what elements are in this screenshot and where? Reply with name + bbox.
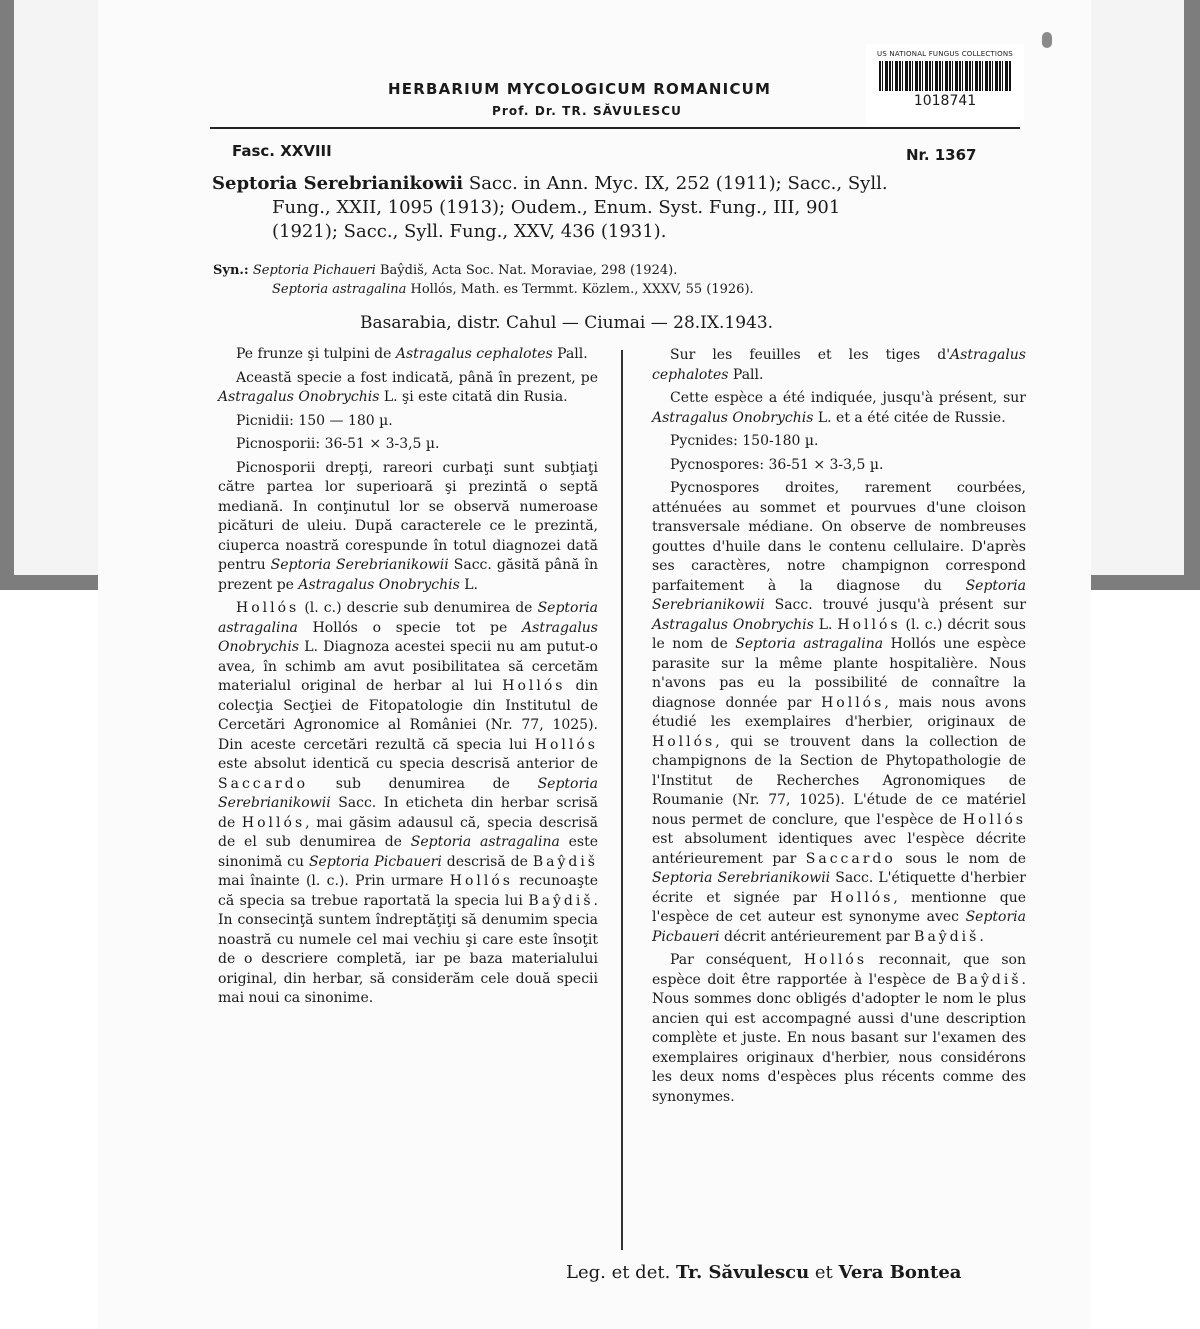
barcode-sticker bbox=[866, 44, 1024, 126]
fascicle-label: Fasc. XXVIII bbox=[232, 142, 332, 160]
synonym-2-citation: Hollós, Math. es Termmt. Közlem., XXXV, 55 (1926). bbox=[406, 282, 754, 297]
synonym-2-name: Septoria astragalina bbox=[272, 282, 407, 297]
collector-line bbox=[566, 1262, 961, 1283]
locality-line: Basarabia, distr. Cahul — Ciumai — 28.IX.1943. bbox=[360, 313, 774, 333]
herbarium-subtitle: Prof. Dr. TR. SĂVULESCU bbox=[492, 104, 683, 118]
collector-1: Tr. Săvulescu bbox=[676, 1262, 810, 1283]
ro-pycnidia: Picnidii: 150 — 180 µ. bbox=[236, 412, 393, 429]
synonyms bbox=[213, 261, 1003, 299]
pin-mark bbox=[1042, 32, 1052, 48]
french-description bbox=[652, 346, 1026, 1111]
species-citation bbox=[212, 172, 1016, 244]
synonym-1-name: Septoria Pichaueri bbox=[252, 263, 376, 278]
ro-description-paragraph: Picnosporii drepţi, rareori curbaţi sunt subţiaţi către partea lor superioară şi prezintă o septă mediană. In conţinutul lor se observă numeroase picături de uleiu. După caracterele ce le prezintă, ciuperca noastră corespunde în totul diagnozei dată pentru Septoria Serebrianikowii Sacc. găsită până în prezent pe Astragalus Onobrychis L. bbox=[218, 459, 598, 593]
barcode-bars bbox=[879, 61, 1011, 91]
legdet-mid: et bbox=[809, 1262, 839, 1283]
specimen-number: Nr. 1367 bbox=[906, 146, 977, 164]
species-citation-line1: Sacc. in Ann. Myc. IX, 252 (1911); Sacc., Syll. bbox=[463, 173, 888, 194]
fr-pycnospores: Pycnospores: 36-51 × 3-3,5 µ. bbox=[670, 456, 884, 473]
romanian-description bbox=[218, 345, 598, 1013]
legdet-prefix: Leg. et det. bbox=[566, 1262, 677, 1283]
fr-distribution-paragraph: Cette espèce a été indiquée, jusqu'à présent, sur Astragalus Onobrychis L. et a été citée de Russie. bbox=[652, 390, 1026, 426]
synonym-1-citation: Baŷdiš, Acta Soc. Nat. Moraviae, 298 (1924). bbox=[375, 263, 678, 278]
ro-pycnospores: Picnosporii: 36-51 × 3-3,5 µ. bbox=[236, 436, 440, 452]
barcode-caption: US NATIONAL FUNGUS COLLECTIONS bbox=[877, 50, 1013, 58]
fr-pycnidia: Pycnides: 150-180 µ. bbox=[670, 433, 819, 449]
species-citation-line3: (1921); Sacc., Syll. Fung., XXV, 436 (1931). bbox=[272, 221, 667, 242]
species-name: Septoria Serebrianikowii bbox=[212, 173, 464, 194]
herbarium-title: HERBARIUM MYCOLOGICUM ROMANICUM bbox=[388, 80, 772, 98]
fr-conclusion-paragraph: Par conséquent, Hollós reconnait, que son espèce doit être rapportée à l'espèce de Baŷdiš. Nous sommes donc obligés d'adopter le nom le plus ancien qui est accompagné aussi d'une description complète et juste. En nous basant sur l'examen des exemplaires originaux d'herbier, nous considérons les deux noms d'espèces plus récents comme des synonymes. bbox=[652, 952, 1026, 1105]
barcode-number: 1018741 bbox=[913, 93, 977, 109]
header-rule bbox=[210, 127, 1020, 129]
column-divider bbox=[621, 350, 623, 1250]
species-citation-line2: Fung., XXII, 1095 (1913); Oudem., Enum. Syst. Fung., III, 901 bbox=[272, 197, 841, 218]
synonym-2 bbox=[213, 280, 1003, 299]
ro-synonymy-paragraph: Hollós (l. c.) descrie sub denumirea de Septoria astragalina Hollós o specie tot pe Astragalus Onobrychis L. Diagnoza acestei specii nu am putut-o avea, în schimb am avut posibilitatea să cercetăm materialul original de herbar al lui Hollós din colecţia Secţiei de Fitopatologie din Institutul de Cercetări Agronomice al României (Nr. 77, 1025). Din aceste cercetări rezultă că specia lui Hollós este absolut identică cu specia descrisă anterior de Saccardo sub denumirea de Septoria Serebrianikowii Sacc. In eticheta din herbar scrisă de Hollós, mai găsim adausul că, specia descrisă de el sub denumirea de Septoria astragalina este sinonimă cu Septoria Picbaueri descrisă de Baŷdiš mai înainte (l. c.). Prin urmare Hollós recunoaşte că specia sa trebue raportată la specia lui Baŷdiš. In consecinţă suntem îndreptăţiţi să denumim specia noastră cu numele cel mai vechiu şi care este însoţit de o descriere completă, iar pe baza materialului original, din herbar, să considerăm cele două specii mai noui ca sinonime. bbox=[218, 600, 599, 1006]
synonyms-label: Syn.: bbox=[213, 263, 249, 278]
ro-host-paragraph: Pe frunze şi tulpini de Astragalus cephalotes Pall. bbox=[236, 346, 588, 362]
ro-distribution-paragraph: Această specie a fost indicată, până în prezent, pe Astragalus Onobrychis L. şi este citată din Rusia. bbox=[218, 369, 598, 405]
fr-description-paragraph: Pycnospores droites, rarement courbées, atténuées au sommet et pourvues d'une cloison transversale médiane. On observe de nombreuses gouttes d'huile dans le contenu cellulaire. D'après ses caractères, notre champignon correspond parfaitement à la diagnose du Septoria Serebrianikowii Sacc. trouvé jusqu'à présent sur Astragalus Onobrychis L. Hollós (l. c.) décrit sous le nom de Septoria astragalina Hollós une espèce parasite sur la même plante hospitalière. Nous n'avons pas eu la possibilité de connaître la diagnose donnée par Hollós, mais nous avons étudié les exemplaires d'herbier, originaux de Hollós, qui se trouvent dans la collection de champignons de la Section de Phytopathologie de l'Institut de Recherches Agronomiques de Roumanie (Nr. 77, 1025). L'étude de ce matériel nous permet de conclure, que l'espèce de Hollós est absolument identiques avec l'espèce décrite antérieurement par Saccardo sous le nom de Septoria Serebrianikowii Sacc. L'étiquette d'herbier écrite et signée par Hollós, mentionne que l'espèce de cet auteur est synonyme avec Septoria Picbaueri décrit antérieurement par Baŷdiš. bbox=[652, 480, 1027, 945]
fr-host-paragraph: Sur les feuilles et les tiges d'Astragalus cephalotes Pall. bbox=[652, 347, 1026, 383]
collector-2: Vera Bontea bbox=[838, 1262, 962, 1283]
